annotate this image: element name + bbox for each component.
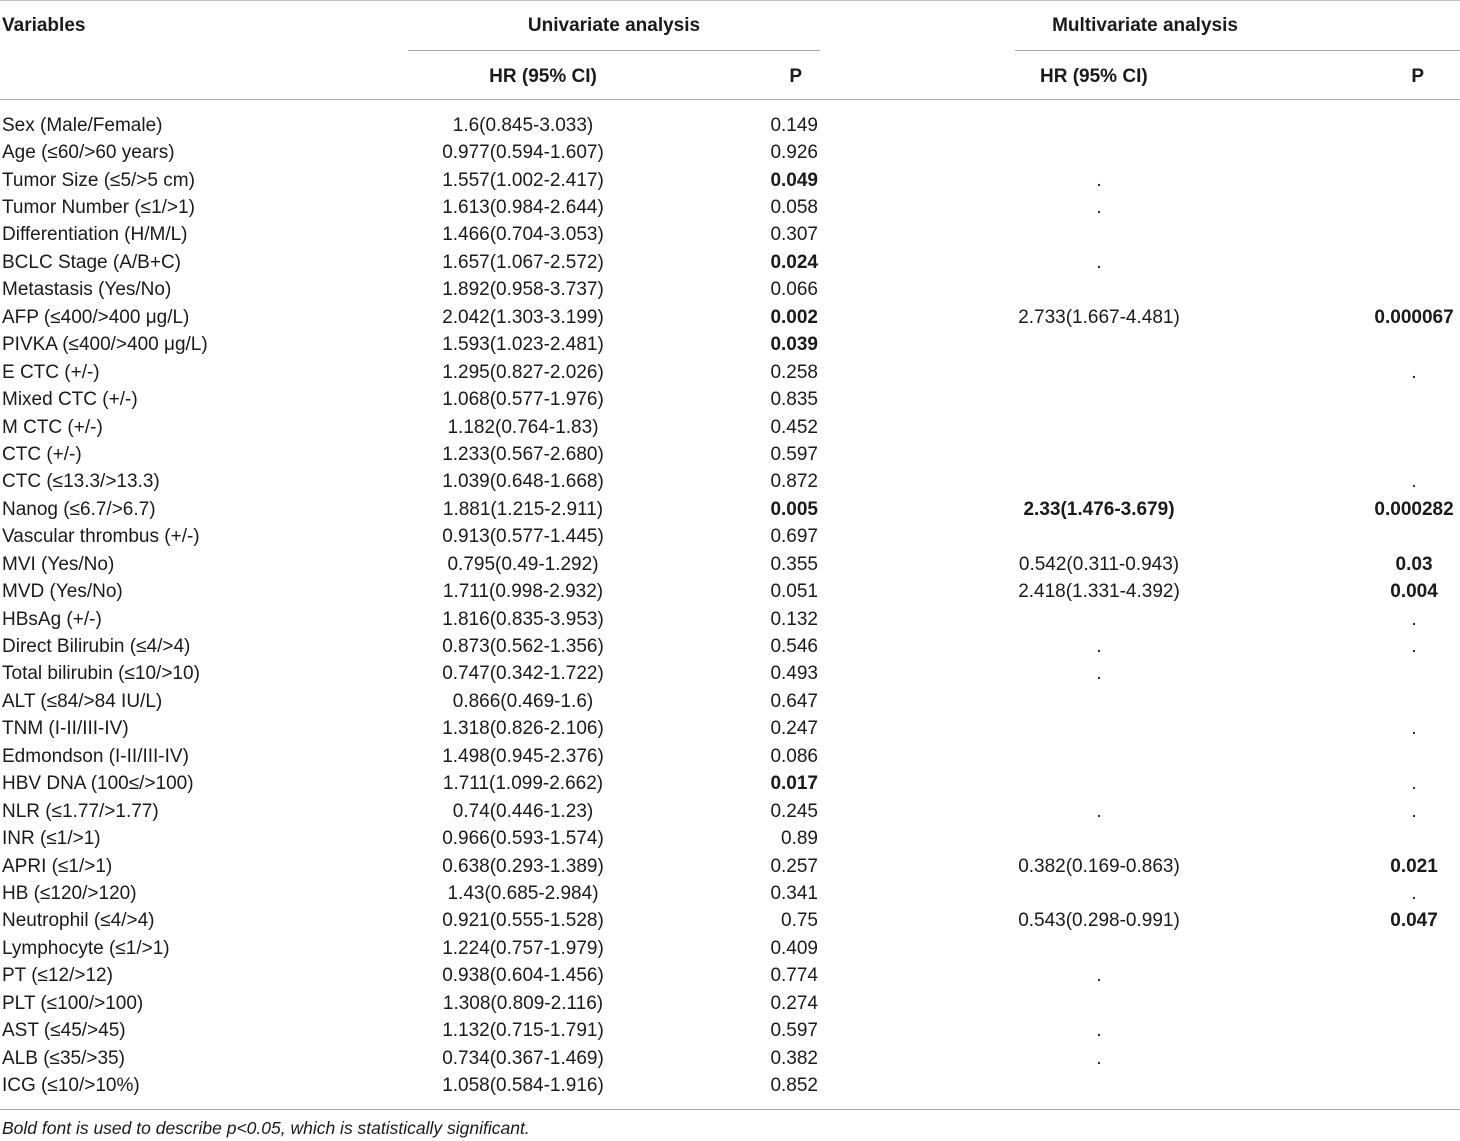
univariate-hr-cell: 1.295(0.827-2.026) bbox=[442, 361, 604, 383]
multivariate-hr-cell bbox=[1015, 304, 1200, 331]
variable-cell: Edmondson (I-II/III-IV) bbox=[2, 745, 189, 767]
variable-cell: CTC (+/-) bbox=[2, 443, 82, 465]
multivariate-p-cell bbox=[1200, 771, 1460, 798]
multivariate-p-cell bbox=[1200, 222, 1460, 249]
multivariate-hr-cell bbox=[1015, 771, 1200, 798]
multivariate-p-cell bbox=[1200, 1072, 1460, 1099]
multivariate-p-cell bbox=[1200, 249, 1460, 276]
multivariate-p-cell bbox=[1200, 194, 1460, 221]
variable-cell: Tumor Number (≤1/>1) bbox=[2, 197, 195, 219]
univariate-p-cell: 0.926 bbox=[770, 142, 818, 164]
univariate-hr-cell: 1.711(0.998-2.932) bbox=[442, 581, 604, 603]
gap-cell bbox=[820, 469, 1015, 496]
univariate-hr-cell: 1.557(1.002-2.417) bbox=[442, 169, 604, 191]
multivariate-hr-cell bbox=[1015, 332, 1200, 359]
multivariate-p-cell bbox=[1200, 441, 1460, 468]
multivariate-p-cell-text: 0.03 bbox=[1395, 553, 1433, 575]
table-row bbox=[0, 332, 1460, 359]
gap-cell bbox=[820, 414, 1015, 441]
table-row bbox=[0, 359, 1460, 386]
univariate-p-cell: 0.051 bbox=[770, 581, 818, 603]
univariate-p-cell: 0.697 bbox=[770, 526, 818, 548]
multivariate-hr-cell bbox=[1015, 606, 1200, 633]
multivariate-hr-cell bbox=[1015, 496, 1200, 523]
univariate-p-cell: 0.452 bbox=[770, 416, 818, 438]
gap-cell bbox=[820, 743, 1015, 770]
univariate-hr-cell: 0.873(0.562-1.356) bbox=[442, 636, 604, 658]
multivariate-p-cell bbox=[1200, 661, 1460, 688]
univariate-hr-cell: 1.593(1.023-2.481) bbox=[442, 334, 604, 356]
table-row bbox=[0, 469, 1460, 496]
univariate-p-cell: 0.409 bbox=[770, 937, 818, 959]
multivariate-p-cell-text: . bbox=[1411, 361, 1417, 383]
variable-cell: MVI (Yes/No) bbox=[2, 553, 115, 575]
multivariate-p-cell-text: . bbox=[1411, 882, 1417, 904]
multivariate-p-cell bbox=[1200, 1017, 1460, 1044]
univariate-hr-cell: 1.132(0.715-1.791) bbox=[442, 1020, 604, 1042]
multivariate-hr-cell bbox=[1015, 139, 1200, 166]
univariate-hr-cell: 0.734(0.367-1.469) bbox=[442, 1047, 604, 1069]
table-row bbox=[0, 908, 1460, 935]
multivariate-hr-cell bbox=[1015, 578, 1200, 605]
multivariate-p-cell bbox=[1200, 167, 1460, 194]
bottom-rule bbox=[0, 1109, 1460, 1110]
table-row bbox=[0, 688, 1460, 715]
univariate-p-cell: 0.132 bbox=[770, 608, 818, 630]
variable-cell: Neutrophil (≤4/>4) bbox=[2, 910, 155, 932]
multivariate-p-cell-text: 0.021 bbox=[1390, 855, 1438, 877]
multivariate-hr-cell bbox=[1015, 112, 1200, 139]
table-row bbox=[0, 222, 1460, 249]
table-row bbox=[0, 798, 1460, 825]
multivariate-hr-cell-text: 2.33(1.476-3.679) bbox=[1023, 498, 1175, 520]
variable-cell: PT (≤12/>12) bbox=[2, 965, 113, 987]
multivariate-p-cell-text: . bbox=[1411, 608, 1417, 630]
multivariate-p-cell bbox=[1200, 139, 1460, 166]
multivariate-hr-cell bbox=[1015, 551, 1200, 578]
gap-cell bbox=[820, 277, 1015, 304]
multivariate-hr-cell bbox=[1015, 963, 1200, 990]
multivariate-p-cell bbox=[1200, 825, 1460, 852]
variable-cell: Sex (Male/Female) bbox=[2, 114, 163, 136]
univariate-p-cell: 0.245 bbox=[770, 800, 818, 822]
univariate-hr-header: HR (95% CI) bbox=[489, 65, 597, 87]
table-row bbox=[0, 990, 1460, 1017]
variable-cell: Differentiation (H/M/L) bbox=[2, 224, 188, 246]
univariate-hr-cell: 0.938(0.604-1.456) bbox=[442, 965, 604, 987]
univariate-hr-cell: 1.881(1.215-2.911) bbox=[442, 498, 604, 520]
variable-cell: NLR (≤1.77/>1.77) bbox=[2, 800, 159, 822]
multivariate-hr-cell bbox=[1015, 908, 1200, 935]
multivariate-p-cell bbox=[1200, 524, 1460, 551]
multivariate-p-cell bbox=[1200, 798, 1460, 825]
multivariate-hr-cell bbox=[1015, 743, 1200, 770]
univariate-hr-cell: 1.613(0.984-2.644) bbox=[442, 197, 604, 219]
univariate-p-cell: 0.257 bbox=[770, 855, 818, 877]
multivariate-hr-cell bbox=[1015, 414, 1200, 441]
multivariate-p-cell bbox=[1200, 963, 1460, 990]
univariate-p-cell: 0.149 bbox=[770, 114, 818, 136]
univariate-hr-cell: 0.966(0.593-1.574) bbox=[442, 828, 604, 850]
variable-cell: PIVKA (≤400/>400 μg/L) bbox=[2, 334, 208, 356]
variable-cell: ALT (≤84/>84 IU/L) bbox=[2, 690, 163, 712]
multivariate-hr-cell-text: 2.418(1.331-4.392) bbox=[1018, 581, 1180, 603]
table-row bbox=[0, 771, 1460, 798]
table-row bbox=[0, 277, 1460, 304]
table-row bbox=[0, 194, 1460, 221]
table-row bbox=[0, 661, 1460, 688]
table-row bbox=[0, 167, 1460, 194]
multivariate-p-cell-text: . bbox=[1411, 800, 1417, 822]
multivariate-hr-cell bbox=[1015, 853, 1200, 880]
gap-cell bbox=[820, 606, 1015, 633]
gap-cell bbox=[820, 524, 1015, 551]
univariate-p-cell: 0.258 bbox=[770, 361, 818, 383]
multivariate-hr-cell-text: . bbox=[1096, 800, 1102, 822]
multivariate-hr-cell bbox=[1015, 633, 1200, 660]
multivariate-hr-cell bbox=[1015, 167, 1200, 194]
multivariate-header: Multivariate analysis bbox=[1052, 15, 1238, 36]
univariate-p-cell: 0.852 bbox=[770, 1075, 818, 1097]
univariate-hr-cell: 1.233(0.567-2.680) bbox=[442, 443, 604, 465]
multivariate-hr-cell bbox=[1015, 1045, 1200, 1072]
univariate-hr-cell: 0.74(0.446-1.23) bbox=[452, 800, 594, 822]
univariate-hr-cell: 1.6(0.845-3.033) bbox=[452, 114, 594, 136]
table-header bbox=[0, 0, 1460, 112]
table-row bbox=[0, 880, 1460, 907]
multivariate-hr-cell-text: . bbox=[1096, 1047, 1102, 1069]
univariate-hr-cell: 1.058(0.584-1.916) bbox=[442, 1075, 604, 1097]
variables-header: Variables bbox=[2, 15, 86, 36]
univariate-hr-cell: 1.466(0.704-3.053) bbox=[442, 224, 604, 246]
univariate-p-cell: 0.872 bbox=[770, 471, 818, 493]
gap-cell bbox=[820, 990, 1015, 1017]
univariate-hr-cell: 1.892(0.958-3.737) bbox=[442, 279, 604, 301]
gap-cell bbox=[820, 716, 1015, 743]
multivariate-p-cell bbox=[1200, 880, 1460, 907]
multivariate-p-cell-text: 0.000067 bbox=[1374, 306, 1454, 328]
multivariate-p-header: P bbox=[1411, 65, 1425, 87]
multivariate-hr-cell-text: . bbox=[1096, 169, 1102, 191]
univariate-hr-cell: 0.795(0.49-1.292) bbox=[447, 553, 599, 575]
univariate-p-cell: 0.066 bbox=[770, 279, 818, 301]
variable-cell: INR (≤1/>1) bbox=[2, 828, 101, 850]
multivariate-p-cell bbox=[1200, 112, 1460, 139]
gap-cell bbox=[820, 825, 1015, 852]
variable-cell: E CTC (+/-) bbox=[2, 361, 100, 383]
variable-cell: AST (≤45/>45) bbox=[2, 1020, 126, 1042]
univariate-hr-cell: 0.921(0.555-1.528) bbox=[442, 910, 604, 932]
univariate-p-cell: 0.89 bbox=[781, 828, 818, 850]
gap-cell bbox=[820, 771, 1015, 798]
multivariate-p-cell-text: . bbox=[1411, 471, 1417, 493]
gap-cell bbox=[820, 935, 1015, 962]
multivariate-hr-cell bbox=[1015, 194, 1200, 221]
multivariate-hr-cell-text: 0.543(0.298-0.991) bbox=[1018, 910, 1180, 932]
table-row bbox=[0, 249, 1460, 276]
gap-cell bbox=[820, 798, 1015, 825]
table-row bbox=[0, 386, 1460, 413]
univariate-hr-cell: 1.43(0.685-2.984) bbox=[447, 882, 599, 904]
gap-cell bbox=[820, 496, 1015, 523]
table-row bbox=[0, 578, 1460, 605]
table-row bbox=[0, 935, 1460, 962]
gap-cell bbox=[820, 194, 1015, 221]
variable-cell: APRI (≤1/>1) bbox=[2, 855, 113, 877]
univariate-p-cell: 0.774 bbox=[770, 965, 818, 987]
gap-cell bbox=[820, 908, 1015, 935]
univariate-hr-cell: 1.224(0.757-1.979) bbox=[442, 937, 604, 959]
gap-cell bbox=[820, 304, 1015, 331]
univariate-hr-cell: 1.657(1.067-2.572) bbox=[442, 251, 604, 273]
variable-cell: Metastasis (Yes/No) bbox=[2, 279, 172, 301]
multivariate-p-cell bbox=[1200, 469, 1460, 496]
multivariate-hr-cell bbox=[1015, 825, 1200, 852]
multivariate-hr-cell bbox=[1015, 688, 1200, 715]
gap-cell bbox=[820, 853, 1015, 880]
variable-cell: HBsAg (+/-) bbox=[2, 608, 102, 630]
gap-cell bbox=[820, 139, 1015, 166]
variable-cell: Vascular thrombus (+/-) bbox=[2, 526, 200, 548]
univariate-p-cell: 0.039 bbox=[770, 334, 818, 356]
multivariate-p-cell bbox=[1200, 332, 1460, 359]
table-row bbox=[0, 441, 1460, 468]
multivariate-gap-header bbox=[820, 51, 1015, 100]
univariate-p-cell: 0.546 bbox=[770, 636, 818, 658]
multivariate-hr-cell-text: . bbox=[1096, 663, 1102, 685]
univariate-p-cell: 0.086 bbox=[770, 745, 818, 767]
variable-cell: PLT (≤100/>100) bbox=[2, 992, 144, 1014]
header-spacer-row bbox=[0, 100, 1460, 112]
multivariate-p-cell bbox=[1200, 633, 1460, 660]
gap-cell bbox=[820, 222, 1015, 249]
variable-cell: CTC (≤13.3/>13.3) bbox=[2, 471, 160, 493]
multivariate-p-cell-text: . bbox=[1411, 636, 1417, 658]
univariate-p-cell: 0.341 bbox=[770, 882, 818, 904]
gap-cell bbox=[820, 578, 1015, 605]
multivariate-p-cell-text: 0.047 bbox=[1390, 910, 1438, 932]
multivariate-hr-cell-text: . bbox=[1096, 251, 1102, 273]
table-row bbox=[0, 304, 1460, 331]
multivariate-hr-cell-text: . bbox=[1096, 636, 1102, 658]
multivariate-p-cell bbox=[1200, 606, 1460, 633]
univariate-p-cell: 0.274 bbox=[770, 992, 818, 1014]
univariate-hr-cell: 0.638(0.293-1.389) bbox=[442, 855, 604, 877]
multivariate-p-cell bbox=[1200, 716, 1460, 743]
gap-cell bbox=[820, 386, 1015, 413]
gap-cell bbox=[820, 167, 1015, 194]
univariate-hr-cell: 0.866(0.469-1.6) bbox=[452, 690, 594, 712]
variable-cell: HBV DNA (100≤/>100) bbox=[2, 773, 194, 795]
variable-cell: TNM (I-II/III-IV) bbox=[2, 718, 129, 740]
multivariate-p-cell bbox=[1200, 908, 1460, 935]
univariate-hr-cell: 0.913(0.577-1.445) bbox=[442, 526, 604, 548]
multivariate-p-cell bbox=[1200, 743, 1460, 770]
univariate-hr-cell: 1.182(0.764-1.83) bbox=[447, 416, 599, 438]
gap-cell bbox=[820, 963, 1015, 990]
gap-cell bbox=[820, 633, 1015, 660]
variable-cell: HB (≤120/>120) bbox=[2, 882, 137, 904]
univariate-p-cell: 0.493 bbox=[770, 663, 818, 685]
multivariate-hr-cell bbox=[1015, 990, 1200, 1017]
univariate-p-cell: 0.647 bbox=[770, 690, 818, 712]
multivariate-hr-cell-text: 0.542(0.311-0.943) bbox=[1018, 553, 1180, 575]
gap-cell bbox=[820, 441, 1015, 468]
univariate-p-cell: 0.597 bbox=[770, 443, 818, 465]
multivariate-hr-cell bbox=[1015, 222, 1200, 249]
variable-cell: AFP (≤400/>400 μg/L) bbox=[2, 306, 190, 328]
multivariate-hr-cell bbox=[1015, 1017, 1200, 1044]
univariate-hr-cell: 1.498(0.945-2.376) bbox=[442, 745, 604, 767]
variable-cell: Age (≤60/>60 years) bbox=[2, 142, 175, 164]
header-row-columns bbox=[0, 51, 1460, 100]
gap-cell bbox=[820, 551, 1015, 578]
multivariate-hr-cell bbox=[1015, 1072, 1200, 1099]
variable-cell: Lymphocyte (≤1/>1) bbox=[2, 937, 170, 959]
multivariate-hr-cell-text: . bbox=[1096, 1020, 1102, 1042]
table-row bbox=[0, 633, 1460, 660]
multivariate-p-cell-text: . bbox=[1411, 773, 1417, 795]
table-row bbox=[0, 1017, 1460, 1044]
univariate-p-cell: 0.382 bbox=[770, 1047, 818, 1069]
multivariate-p-cell-text: 0.004 bbox=[1390, 581, 1438, 603]
multivariate-p-cell bbox=[1200, 386, 1460, 413]
multivariate-hr-cell bbox=[1015, 249, 1200, 276]
multivariate-p-cell-text: 0.000282 bbox=[1374, 498, 1454, 520]
multivariate-hr-cell bbox=[1015, 359, 1200, 386]
table-row bbox=[0, 551, 1460, 578]
univariate-p-cell: 0.049 bbox=[770, 169, 818, 191]
gap-cell bbox=[820, 112, 1015, 139]
univariate-p-cell: 0.024 bbox=[770, 251, 818, 273]
multivariate-hr-cell bbox=[1015, 661, 1200, 688]
univariate-p-cell: 0.835 bbox=[770, 389, 818, 411]
multivariate-hr-header: HR (95% CI) bbox=[1040, 65, 1148, 87]
header-spacer bbox=[0, 51, 408, 100]
variable-cell: Nanog (≤6.7/>6.7) bbox=[2, 498, 156, 520]
multivariate-hr-cell-text: . bbox=[1096, 965, 1102, 987]
univariate-p-cell: 0.058 bbox=[770, 197, 818, 219]
multivariate-hr-cell-text: . bbox=[1096, 197, 1102, 219]
table-row bbox=[0, 139, 1460, 166]
multivariate-p-cell-text: . bbox=[1411, 718, 1417, 740]
gap-cell bbox=[820, 249, 1015, 276]
gap-cell bbox=[820, 1072, 1015, 1099]
gap-cell bbox=[820, 661, 1015, 688]
table-row bbox=[0, 853, 1460, 880]
table-row bbox=[0, 825, 1460, 852]
table-footnote: Bold font is used to describe p<0.05, which is statistically significant. bbox=[2, 1118, 530, 1138]
multivariate-p-cell bbox=[1200, 1045, 1460, 1072]
univariate-hr-cell: 1.039(0.648-1.668) bbox=[442, 471, 604, 493]
univariate-p-cell: 0.017 bbox=[770, 773, 818, 795]
univariate-hr-cell: 1.308(0.809-2.116) bbox=[442, 992, 604, 1014]
multivariate-hr-cell bbox=[1015, 798, 1200, 825]
table-row bbox=[0, 496, 1460, 523]
univariate-p-cell: 0.355 bbox=[770, 553, 818, 575]
table-row bbox=[0, 112, 1460, 139]
table-row bbox=[0, 1045, 1460, 1072]
multivariate-hr-cell bbox=[1015, 935, 1200, 962]
univariate-hr-cell: 2.042(1.303-3.199) bbox=[442, 306, 604, 328]
univariate-p-cell: 0.005 bbox=[770, 498, 818, 520]
univariate-hr-cell: 1.318(0.826-2.106) bbox=[442, 718, 604, 740]
table-row bbox=[0, 716, 1460, 743]
univariate-hr-cell: 1.068(0.577-1.976) bbox=[442, 389, 604, 411]
multivariate-hr-cell bbox=[1015, 441, 1200, 468]
multivariate-p-cell bbox=[1200, 496, 1460, 523]
variable-cell: Tumor Size (≤5/>5 cm) bbox=[2, 169, 195, 191]
gap-cell bbox=[820, 1045, 1015, 1072]
table-row bbox=[0, 414, 1460, 441]
multivariate-hr-cell-text: 0.382(0.169-0.863) bbox=[1018, 855, 1180, 877]
variable-cell: M CTC (+/-) bbox=[2, 416, 103, 438]
gap-cell bbox=[820, 359, 1015, 386]
variable-cell: Total bilirubin (≤10/>10) bbox=[2, 663, 200, 685]
variable-cell: Mixed CTC (+/-) bbox=[2, 389, 138, 411]
multivariate-hr-cell bbox=[1015, 386, 1200, 413]
multivariate-p-cell bbox=[1200, 853, 1460, 880]
univariate-header: Univariate analysis bbox=[527, 15, 701, 36]
univariate-p-cell: 0.002 bbox=[770, 306, 818, 328]
univariate-p-cell: 0.75 bbox=[781, 910, 818, 932]
multivariate-p-cell bbox=[1200, 359, 1460, 386]
multivariate-p-cell bbox=[1200, 277, 1460, 304]
multivariate-hr-cell bbox=[1015, 880, 1200, 907]
multivariate-hr-cell bbox=[1015, 716, 1200, 743]
table-body bbox=[0, 112, 1460, 1100]
table-row bbox=[0, 606, 1460, 633]
multivariate-p-cell bbox=[1200, 414, 1460, 441]
variable-cell: MVD (Yes/No) bbox=[2, 581, 123, 603]
gap-cell bbox=[820, 880, 1015, 907]
univariate-hr-cell: 0.977(0.594-1.607) bbox=[442, 142, 604, 164]
gap-cell bbox=[820, 1017, 1015, 1044]
gap-cell bbox=[820, 688, 1015, 715]
variable-cell: BCLC Stage (A/B+C) bbox=[2, 251, 181, 273]
multivariate-p-cell bbox=[1200, 578, 1460, 605]
table-row bbox=[0, 524, 1460, 551]
univariate-p-cell: 0.597 bbox=[770, 1020, 818, 1042]
header-row-groups bbox=[0, 0, 1460, 51]
multivariate-p-cell bbox=[1200, 990, 1460, 1017]
univariate-hr-cell: 0.747(0.342-1.722) bbox=[442, 663, 604, 685]
multivariate-hr-cell bbox=[1015, 469, 1200, 496]
univariate-p-cell: 0.247 bbox=[770, 718, 818, 740]
variable-cell: ICG (≤10/>10%) bbox=[2, 1075, 140, 1097]
multivariate-p-cell bbox=[1200, 688, 1460, 715]
multivariate-hr-cell-text: 2.733(1.667-4.481) bbox=[1018, 306, 1180, 328]
multivariate-p-cell bbox=[1200, 551, 1460, 578]
multivariate-p-cell bbox=[1200, 935, 1460, 962]
variable-cell: Direct Bilirubin (≤4/>4) bbox=[2, 636, 191, 658]
variable-cell: ALB (≤35/>35) bbox=[2, 1047, 125, 1069]
univariate-p-header: P bbox=[789, 65, 802, 87]
multivariate-hr-cell bbox=[1015, 277, 1200, 304]
univariate-p-cell: 0.307 bbox=[770, 224, 818, 246]
table-row bbox=[0, 963, 1460, 990]
table-row bbox=[0, 743, 1460, 770]
gap-cell bbox=[820, 332, 1015, 359]
table-row bbox=[0, 1072, 1460, 1099]
univariate-hr-cell: 1.711(1.099-2.662) bbox=[442, 773, 604, 795]
multivariate-hr-cell bbox=[1015, 524, 1200, 551]
multivariate-p-cell bbox=[1200, 304, 1460, 331]
univariate-hr-cell: 1.816(0.835-3.953) bbox=[442, 608, 604, 630]
